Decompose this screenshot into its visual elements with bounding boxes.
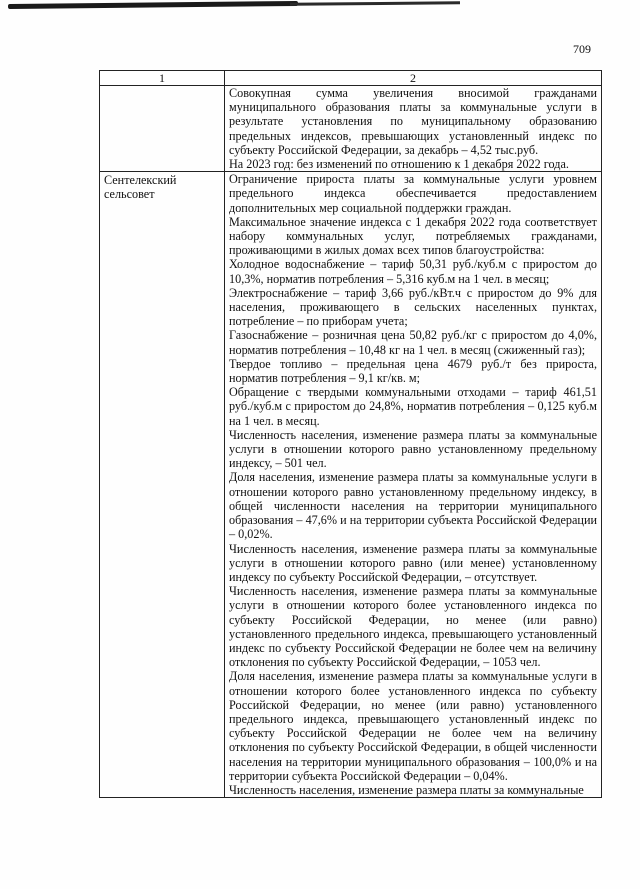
paragraph: Твердое топливо – предельная цена 4679 руб./т без прироста, норматив потребления – 9,1 кг/кв. м; bbox=[229, 356, 597, 386]
paragraph: Электроснабжение – тариф 3,66 руб./кВт.ч с приростом до 9% для населения, проживающего в сельских населенных пунктах, потребление – по приборам учета; bbox=[229, 285, 597, 329]
paragraph: Газоснабжение – розничная цена 50,82 руб./кг с приростом до 4,0%, норматив потребления – 10,48 кг на 1 чел. в месяц (сжиженный газ); bbox=[229, 328, 597, 357]
paragraph: Численность населения, изменение размера платы за коммунальные услуги в отношении которого более установленного индекса по субъекту Российской Федерации, но менее (или равно) установленного предельного индекса, превышающего установленный индекс по субъекту Российской Федерации не более чем на величину отклонения по субъекту Российской Федерации, – 1053 чел. bbox=[229, 584, 597, 670]
page-number: 709 bbox=[573, 42, 591, 56]
scan-artifact-bar-tail bbox=[290, 1, 460, 5]
row-label bbox=[104, 86, 220, 87]
paragraph: Численность населения, изменение размера платы за коммунальные услуги в отношении которого равно (или менее) установленному индексу по субъекту Российской Федерации, – отсутствует. bbox=[229, 541, 597, 584]
table-row bbox=[100, 172, 602, 798]
document-table bbox=[99, 70, 602, 798]
paragraph: Доля населения, изменение размера платы за коммунальные услуги в отношении которого равно установленному предельному индексу, в общей численности населения на территории муниципального образования – 47,6% и на территории субъекта Российской Федерации – 0,02%. bbox=[229, 470, 597, 542]
table-row bbox=[100, 86, 602, 172]
paragraph: Холодное водоснабжение – тариф 50,31 руб./куб.м с приростом до 10,3%, норматив потребления – 5,316 куб.м на 1 чел. в месяц; bbox=[229, 257, 597, 286]
row-label-cell bbox=[100, 86, 225, 172]
table-header-row bbox=[100, 71, 602, 86]
paragraph: Совокупная сумма увеличения вносимой гражданами муниципального образования платы за коммунальные услуги в результате установления по муниципальному образованию предельных индексов, превышающих установленный индекс по субъекту Российской Федерации, за декабрь – 4,52 тыс.руб. bbox=[229, 86, 597, 157]
row-content-cell bbox=[225, 172, 602, 798]
scan-artifact-bar bbox=[8, 1, 298, 9]
column-header-1: 1 bbox=[100, 71, 225, 86]
paragraph: Численность населения, изменение размера платы за коммунальные услуги в отношении которого равно установленному предельному индексу, – 501 чел. bbox=[229, 427, 597, 471]
column-header-2: 2 bbox=[225, 71, 602, 86]
paragraph: Ограничение прироста платы за коммунальные услуги уровнем предельного индекса обеспечивается предоставлением дополнительных мер социальной поддержки граждан. bbox=[229, 172, 597, 215]
paragraph: Численность населения, изменение размера платы за коммунальные bbox=[229, 782, 584, 797]
row-label-cell bbox=[100, 172, 225, 798]
row-label: Сентелекский сельсовет bbox=[104, 173, 177, 202]
paragraph: Обращение с твердыми коммунальными отходами – тариф 461,51 руб./куб.м с приростом до 24,8%, норматив потребления – 0,125 куб.м на 1 чел. в месяц. bbox=[229, 385, 597, 428]
row-content-cell bbox=[225, 86, 602, 172]
paragraph: Доля населения, изменение размера платы за коммунальные услуги в отношении которого более установленного индекса по субъекту Российской Федерации, но менее (или равно) установленного предельного индекса, превышающего установленный индекс по субъекту Российской Федерации не более чем на величину отклонения по субъекту Российской Федерации, в общей численности населения на территории муниципального образования – 100,0% и на территории субъекта Российской Федерации – 0,04%. bbox=[229, 669, 597, 783]
paragraph: На 2023 год: без изменений по отношению к 1 декабря 2022 года. bbox=[229, 157, 569, 172]
paragraph: Максимальное значение индекса с 1 декабря 2022 года соответствует набору коммунальных услуг, потребляемых гражданами, проживающими в жилых домах всех типов благоустройства: bbox=[229, 214, 597, 258]
